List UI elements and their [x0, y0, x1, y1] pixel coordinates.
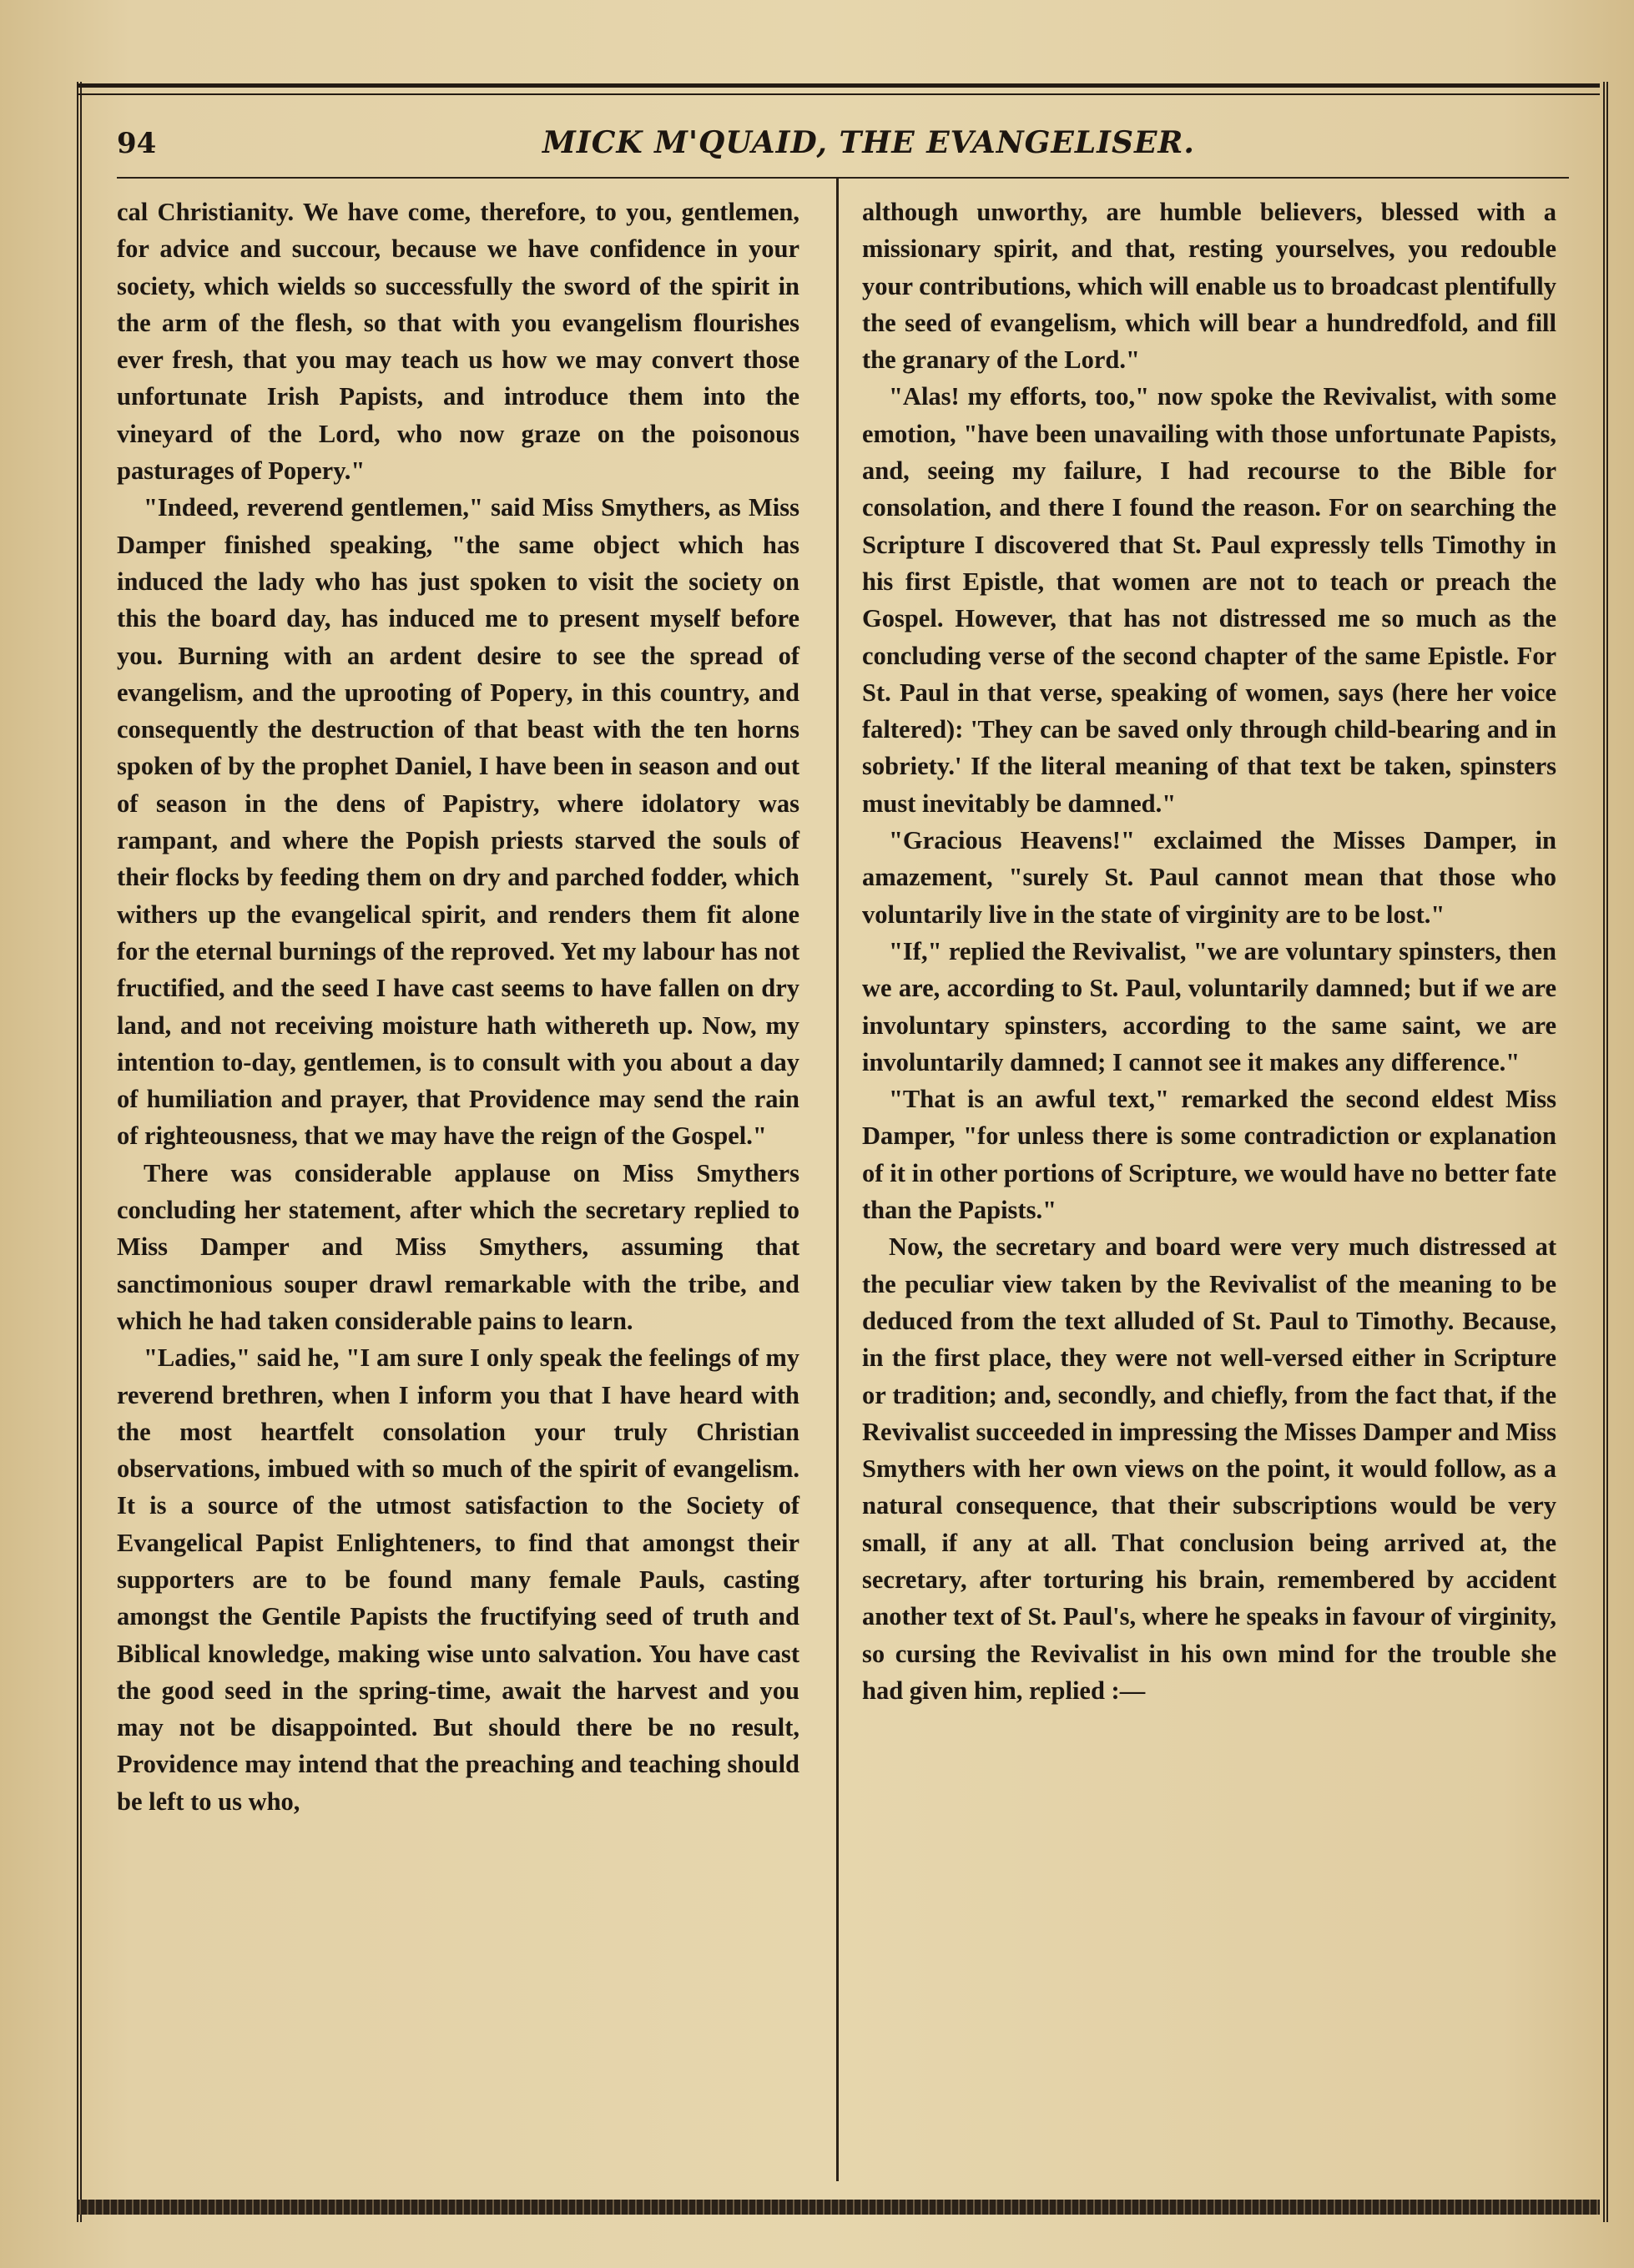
paragraph: although unworthy, are humble believers, blessed with a missionary spirit, and that, resting yourselves, you redouble your contributions, which will enable us to broadcast plentifully the seed of evangelism, which will bear a hundredfold, and fill the granary of the Lord.": [862, 198, 1556, 375]
running-title: MICK M'QUAID, THE EVANGELISER.: [542, 125, 1195, 160]
top-rule-thin: [77, 93, 1600, 95]
top-rule: [77, 83, 1600, 88]
column-divider: [836, 179, 839, 2181]
page-header: [117, 125, 1569, 175]
paragraph: "Indeed, reverend gentlemen," said Miss Smythers, as Miss Damper finished speaking, "the same object which has induced the lady who has just spoken to visit the society on this the board day, has induced me to present myself before you. Burning with an ardent desire to see the spread of evangelism, and the uprooting of Popery, in this country, and consequently the destruction of that beast with the ten horns spoken of by the prophet Daniel, I have been in season and out of season in the dens of Papistry, where idolatory was rampant, and where the Popish priests starved the souls of their flocks by feeding them on dry and parched fodder, which withers up the evangelical spirit, and renders them fit alone for the eternal burnings of the reproved. Yet my labour has not fructified, and the seed I have cast seems to have fallen on dry land, and not receiving moisture hath withereth up. Now, my intention to-day, gentlemen, is to consult with you about a day of humiliation and prayer, that Providence may send the rain of righteousness, that we may have the reign of the Gospel.": [117, 493, 799, 1151]
paragraph: "Gracious Heavens!" exclaimed the Misses Damper, in amazement, "surely St. Paul cannot mean that those who voluntarily live in the state of virginity are to be lost.": [862, 826, 1556, 929]
paragraph: There was considerable applause on Miss Smythers concluding her statement, after which the secretary replied to Miss Damper and Miss Smythers, assuming that sanctimonious souper drawl remarkable with the tribe, and which he had taken considerable pains to learn.: [117, 1158, 799, 1335]
left-column: [117, 194, 799, 1820]
right-column: [862, 194, 1556, 1709]
bottom-rule: [77, 2200, 1600, 2215]
header-rule: [117, 177, 1569, 179]
paragraph: "If," replied the Revivalist, "we are voluntary spinsters, then we are, according to St. Paul, voluntarily damned; but if we are involuntary spinsters, according to the same saint, we are involuntarily damned; I cannot see it makes any difference.": [862, 936, 1556, 1076]
page-number: 94: [117, 127, 157, 160]
paragraph: "Alas! my efforts, too," now spoke the Revivalist, with some emotion, "have been unavailing with those unfortunate Papists, and, seeing my failure, I had recourse to the Bible for consolation, and there I found the reason. For on searching the Scripture I discovered that St. Paul expressly tells Timothy in his first Epistle, that women are not to teach or preach the Gospel. However, that has not distressed me so much as the concluding verse of the second chapter of the same Epistle. For St. Paul in that verse, speaking of women, says (here her voice faltered): 'They can be saved only through child-bearing and in sobriety.' If the literal meaning of that text be taken, spinsters must inevitably be damned.": [862, 382, 1556, 818]
paragraph: cal Christianity. We have come, therefore, to you, gentlemen, for advice and succour, because we have confidence in your society, which wields so successfully the sword of the spirit in the arm of the flesh, so that with you evangelism flourishes ever fresh, that you may teach us how we may convert those unfortunate Irish Papists, and introduce them into the vineyard of the Lord, who now graze on the poisonous pasturages of Popery.": [117, 198, 799, 486]
paragraph: "That is an awful text," remarked the second eldest Miss Damper, "for unless there is some contradiction or explanation of it in other portions of Scripture, we would have no better fate than the Papists.": [862, 1085, 1556, 1225]
paragraph: Now, the secretary and board were very much distressed at the peculiar view taken by the Revivalist of the meaning to be deduced from the text alluded of St. Paul to Timothy. Because, in the first place, they were not well-versed either in Scripture or tradition; and, secondly, and chiefly, from the fact that, if the Revivalist succeeded in impressing the Misses Damper and Miss Smythers with her own views on the point, it would follow, as a natural consequence, that their subscriptions would be very small, if any at all. That conclusion being arrived at, the secretary, after torturing his brain, remembered by accident another text of St. Paul's, where he speaks in favour of virginity, so cursing the Revivalist in his own mind for the trouble she had given him, replied :—: [862, 1232, 1556, 1705]
paragraph: "Ladies," said he, "I am sure I only speak the feelings of my reverend brethren, when I inform you that I have heard with the most heartfelt consolation your truly Christian observations, imbued with so much of the spirit of evangelism. It is a source of the utmost satisfaction to the Society of Evangelical Papist Enlighteners, to find that amongst their supporters are to be found many female Pauls, casting amongst the Gentile Papists the fructifying seed of truth and Biblical knowledge, making wise unto salvation. You have cast the good seed in the spring-time, await the harvest and you may not be disappointed. But should there be no result, Providence may intend that the preaching and teaching should be left to us who,: [117, 1343, 799, 1816]
